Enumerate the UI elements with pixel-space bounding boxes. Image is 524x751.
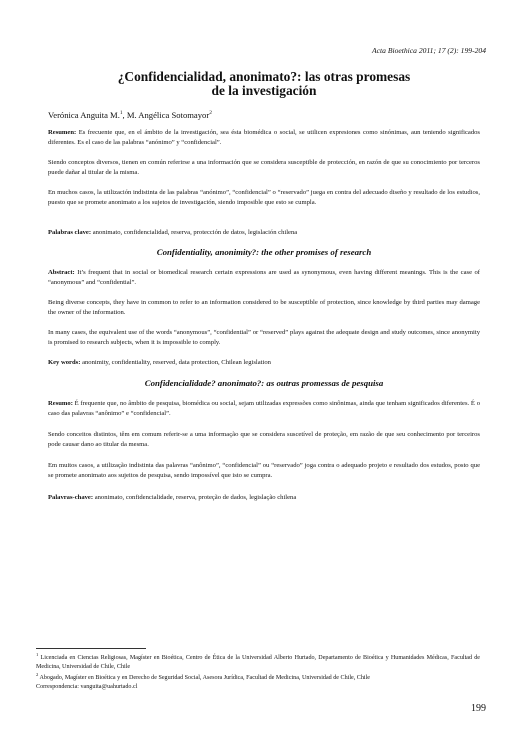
author-1: Verónica Anguita M. [48,110,120,120]
footnote-1-mark: 1 [36,652,39,657]
page-number: 199 [471,703,486,714]
correspondence-email: Correspondencia: vanguita@uahurtado.cl [36,684,138,691]
english-keywords-text: anonimity, confidentiality, reserved, data protection, Chilean legislation [82,359,271,366]
english-abstract-p1 [48,268,480,288]
portuguese-abstract-p2: Sendo conceitos distintos, têm em comum referir-se a uma informação que se considera suscetível de proteção, em razão de que seu conhecimento por terceiros pode causar dano ao titular da mesma. [48,431,480,448]
english-keywords [48,358,480,368]
spanish-abstract-p3: En muchos casos, la utilización indistinta de las palabras “anónimo”, “confidencial” o “reservado” juega en contra del adecuado diseño y resultado de los estudios, puesto que se promete anonimato a los sujetos de investigación, siendo imposible que esto se cumpla. [48,189,480,206]
spanish-abstract-p2: Siendo conceptos diversos, tienen en común referirse a una información que se considera susceptible de protección, en razón de que su conocimiento por terceros puede dañar al titular de la misma. [48,159,480,176]
english-abstract-p2: Being diverse concepts, they have in common to refer to an information considered to be susceptible of protection, since knowledge by third parties may damage the owner of the information. [48,299,480,316]
author-2: , M. Angélica Sotomayor [122,110,210,120]
spanish-abstract-p1 [48,128,480,148]
footnote-2 [36,671,480,683]
portuguese-section-title: Confidencialidade? anonimato?: as outras promessas de pesquisa [144,378,384,388]
article-title [60,70,468,98]
spanish-abstract-label: Resumen: [48,129,77,136]
footnote-1 [36,651,480,671]
author-1-affiliation-mark: 1 [119,110,123,117]
portuguese-keywords [48,493,480,503]
portuguese-abstract-text-1: É frequente que, no âmbito de pesquisa, biomédica ou social, sejam utilizadas expressões como sinônimas, ainda que tenham significados diferentes. É o caso das palavras “anônimo” e “confidencial”. [48,400,480,417]
english-section-title: Confidentiality, anonimity?: the other promises of research [156,247,372,257]
english-abstract-label: Abstract: [48,269,75,276]
title-line-2: de la investigación [211,83,317,98]
english-abstract-p3: In many cases, the equivalent use of the words “anonymous”, “confidential” or “reserved” plays against the adequate design and study outcomes, since anonymity is promised to research subjects, when it is impossible to comply. [48,329,480,346]
footnote-2-text: Abogado, Magíster en Bioética y en Derecho de Seguridad Social, Asesora Jurídica, Facultad de Medicina, Universidad de Chile, Chile [39,675,370,682]
portuguese-abstract-label: Resumo: [48,400,73,407]
title-line-1: ¿Confidencialidad, anonimato?: las otras promesas [117,69,411,84]
portuguese-keywords-label: Palavras-chave: [48,494,94,501]
portuguese-keywords-text: anonimato, confidencialidade, reserva, proteção de dados, legislação chilena [94,494,297,501]
portuguese-abstract-p3: Em muitos casos, a utilização indistinta das palavras “anônimo”, “confidencial” ou “reservado” joga contra o adequado projeto e resultado dos estudos, posto que se promete anonimato aos sujeitos de pesquisa, sendo impossível que isto se cumpra. [48,462,480,479]
footnotes [36,651,480,692]
english-abstract-text-1: It’s frequent that in social or biomedical research certain expressions are used as synonymous, even having different meanings. This is the case of “anonymous” and “confidential”. [48,269,480,286]
author-2-affiliation-mark: 2 [209,110,212,117]
footnote-1-text: Licenciada en Ciencias Religiosas, Magíster en Bioética, Centro de Ética de la Universidad Alberto Hurtado, Departamento de Bioética y Humanidades Médicas, Facultad de Medicina, Universidad de Chile, Chile [36,655,480,670]
spanish-keywords-label: Palabras clave: [48,229,92,236]
footnote-2-mark: 2 [36,672,39,678]
spanish-abstract-text-1: Es frecuente que, en el ámbito de la investigación, sea ésta biomédica o social, se utilicen expresiones como sinónimas, aun teniendo significados diferentes. Es el caso de las palabras “anónimo” y “confidencial”. [48,129,480,146]
portuguese-abstract-p1 [48,399,480,419]
spanish-keywords [48,228,480,238]
footnote-divider [36,648,146,649]
journal-reference: Acta Bioethica 2011; 17 (2): 199-204 [372,46,486,55]
english-keywords-label: Key words: [48,359,81,366]
author-list [48,110,212,120]
spanish-keywords-text: anonimato, confidencialidad, reserva, protección de datos, legislación chilena [92,229,298,236]
